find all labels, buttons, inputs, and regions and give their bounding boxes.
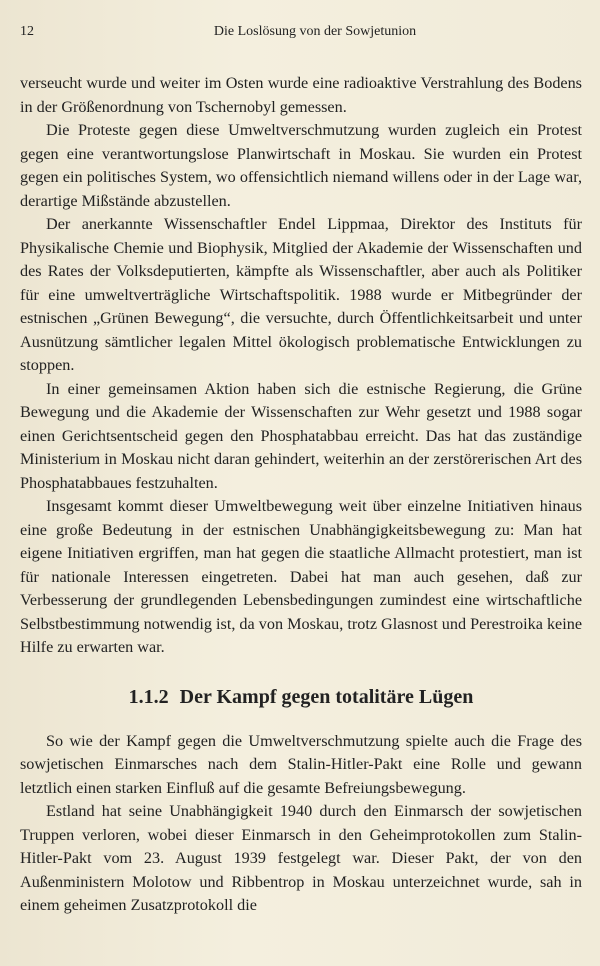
running-head [20,20,580,44]
paragraph-joint-action: In einer gemeinsamen Aktion haben sich die estnische Regierung, die Grüne Bewegung und die Akademie der Wissenschaften zur Wehr gesetzt und 1988 sogar einen Gerichtsentscheid gegen den Phosphatabbau erreicht. Das hat das zuständige Ministerium in Moskau nicht daran gehindert, weiterhin an der zerstörerischen Art des Phosphatabbaues festzuhalten. [20,379,582,492]
running-title: Die Loslösung von der Sowjetunion [213,24,417,39]
paragraph-environment-movement: Insgesamt kommt dieser Umweltbewegung weit über einzelne Initiativen hinaus eine große Bedeutung in der estnischen Unabhängigkeitsbewegung zu: Man hat eigene Initiativen ergriffen, man hat gegen die staatliche Allmacht protestiert, man ist für nationale Interessen eingetreten. Dabei hat man auch gesehen, daß zur Verbesserung der grundlegenden Lebensbedingungen zumindest eine wirtschaftliche Selbstbestimmung notwendig ist, da von Moskau, trotz Glasnost und Perestroika keine Hilfe zu erwarten war. [20,497,583,656]
paragraph-stalin-hitler-pact: So wie der Kampf gegen die Umweltverschmutzung spielte auch die Frage des sowjetischen Einmarsches nach dem Stalin-Hitler-Pakt eine Rolle und gewann letztlich einen starken Einfluß auf die gesamte Befreiungsbewegung. [20,731,582,797]
paragraph-estonia-independence: Estland hat seine Unabhängigkeit 1940 durch den Einmarsch der sowjetischen Truppen verloren, wobei dieser Einmarsch in den Geheimprotokollen zum Stalin-Hitler-Pakt vom 23. August 1939 festgelegt war. Dieser Pakt, der von den Außenministern Molotow und Ribbentrop in Moskau unterzeichnet wurde, sah in einem geheimen Zusatzprotokoll die [20,802,582,914]
paragraph-lippmaa: Der anerkannte Wissenschaftler Endel Lippmaa, Direktor des Instituts für Physikalische Chemie und Biophysik, Mitglied der Akademie der Wissenschaften und des Rates der Volksdeputierten, kämpfte als Wissenschaftler, aber auch als Politiker für eine umweltverträgliche Wirtschaftspolitik. 1988 wurde er Mitbegründer der estnischen „Grünen Bewegung“, die versuchte, durch Öffentlichkeitsarbeit und unter Ausnützung sämtlicher legalen Mittel ökologisch problematische Entwicklungen zu stoppen. [20,215,582,374]
paragraph-continuation: verseucht wurde und weiter im Osten wurde eine radioaktive Verstrahlung des Bodens in der Größenordnung von Tschernobyl gemessen. [20,74,582,116]
body-text [20,72,582,918]
page-number: 12 [20,24,34,39]
section-title: Der Kampf gegen totalitäre Lügen [179,685,474,708]
paragraph-protest: Die Proteste gegen diese Umweltverschmutzung wurden zugleich ein Protest gegen eine verantwortungslose Planwirtschaft in Moskau. Sie wurden ein Protest gegen ein politisches System, wo offensichtlich niemand willens oder in der Lage war, derartige Mißstände abzustellen. [20,121,582,210]
section-heading [20,684,582,710]
section-number: 1.1.2 [128,685,169,708]
